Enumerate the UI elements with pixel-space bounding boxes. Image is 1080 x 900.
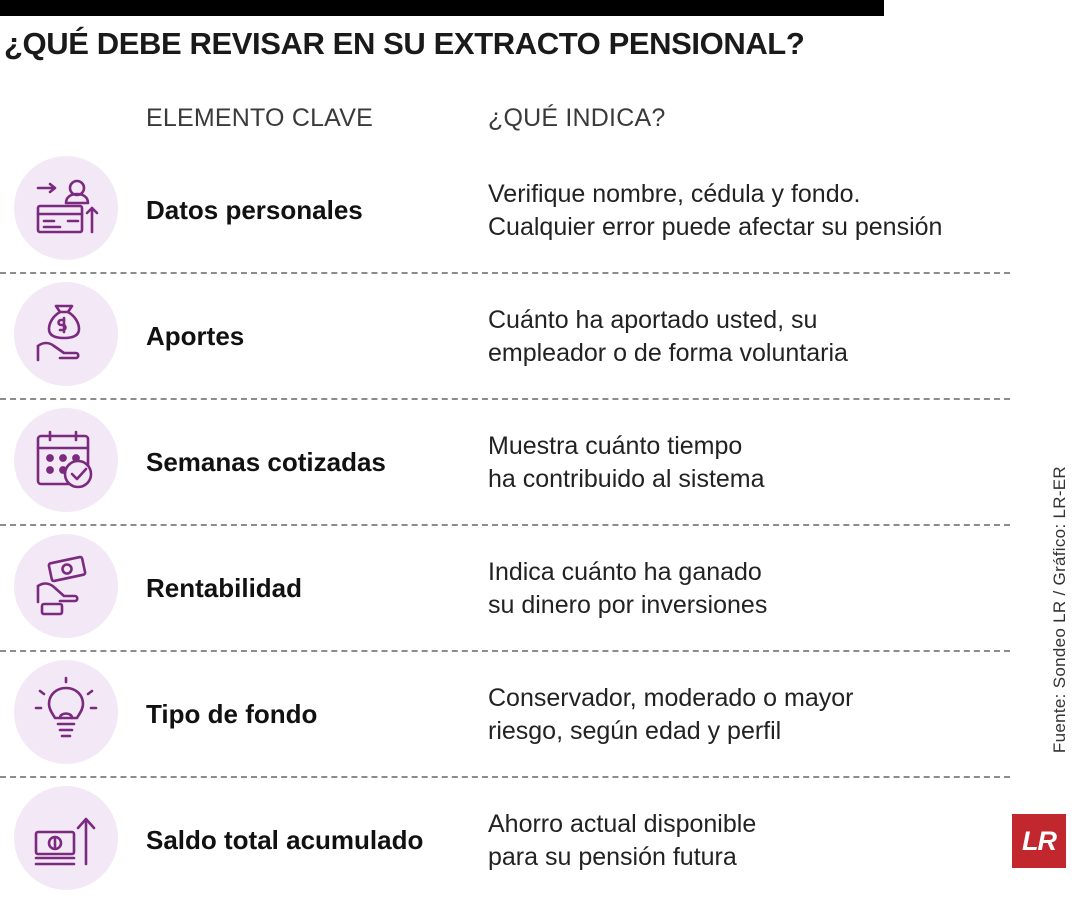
lr-logo: LR [1012, 814, 1066, 868]
row-description-line: Conservador, moderado o mayor [488, 684, 854, 712]
row-description-line: ha contribuido al sistema [488, 465, 765, 493]
row-description-line: Cualquier error puede afectar su pensión [488, 213, 943, 241]
user-form-icon [14, 156, 118, 260]
row-label: Aportes [146, 321, 245, 352]
hand-money-bag-icon [14, 282, 118, 386]
table-row [0, 778, 1010, 900]
row-label: Datos personales [146, 195, 363, 226]
row-description-line: su dinero por inversiones [488, 591, 768, 619]
column-headers [0, 104, 1010, 138]
row-description [488, 178, 1080, 244]
table-row [0, 148, 1010, 274]
row-description-line: empleador o de forma voluntaria [488, 339, 848, 367]
top-black-bar [0, 0, 884, 16]
lightbulb-icon [14, 660, 118, 764]
row-description-line: Muestra cuánto tiempo [488, 432, 743, 460]
column-header-indica: ¿QUÉ INDICA? [488, 104, 666, 132]
row-label: Saldo total acumulado [146, 825, 424, 856]
row-label: Semanas cotizadas [146, 447, 386, 478]
cash-growth-icon [14, 786, 118, 890]
column-header-element: ELEMENTO CLAVE [146, 104, 373, 132]
row-description [488, 808, 1080, 874]
row-description [488, 304, 1080, 370]
row-description-line: Ahorro actual disponible [488, 810, 757, 838]
hand-cash-icon [14, 534, 118, 638]
calendar-check-icon [14, 408, 118, 512]
row-description-line: Cuánto ha aportado usted, su [488, 306, 818, 334]
row-description [488, 556, 1080, 622]
row-label: Rentabilidad [146, 573, 303, 604]
row-description-line: riesgo, según edad y perfil [488, 717, 782, 745]
table-row [0, 526, 1010, 652]
rows-container [0, 148, 1010, 900]
page-title: ¿QUÉ DEBE REVISAR EN SU EXTRACTO PENSIONAL? [4, 26, 805, 61]
row-description-line: Indica cuánto ha ganado [488, 558, 762, 586]
table-row [0, 652, 1010, 778]
source-credit: Fuente: Sondeo LR / Gráfico: LR-ER [1050, 466, 1069, 754]
row-description [488, 430, 1080, 496]
row-description-line: para su pensión futura [488, 843, 737, 871]
table-row [0, 274, 1010, 400]
table-row [0, 400, 1010, 526]
row-description-line: Verifique nombre, cédula y fondo. [488, 180, 861, 208]
row-label: Tipo de fondo [146, 699, 318, 730]
row-description [488, 682, 1080, 748]
